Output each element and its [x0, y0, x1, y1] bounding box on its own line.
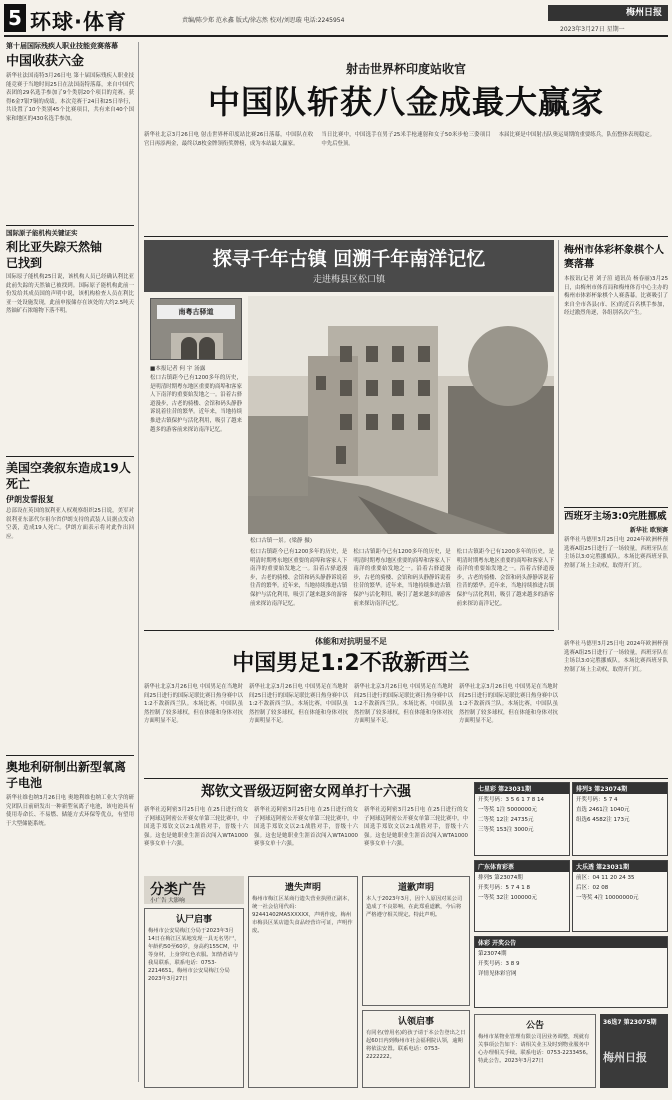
lottery-row: 一等奖 32注 100000元	[478, 895, 537, 901]
ad-text: 梅州市某物业管理有限公司因业务调整，现就有关事项公告如下：请相关业主及时到物业服务中心办理相关手续。联系电话：0753-2233456。特此公告。2023年3月27日	[478, 1034, 592, 1064]
lottery-row: 一等奖 1注 5000000元	[478, 807, 537, 813]
football-kicker: 体能和对抗明显不足	[315, 637, 387, 646]
top-story	[144, 42, 668, 254]
lottery-title: 大乐透 第23031期	[573, 861, 667, 872]
watermark: 梅州日报	[603, 1051, 647, 1064]
right-column	[564, 244, 668, 634]
divider	[144, 778, 668, 779]
football-body-col: 新华社北京3月26日电 中国男足在当地时间25日进行的国际足联比赛日热身赛中以1:2不敌新西兰队。本场比赛，中国队虽然控制了较多球权，但在体能和身体对抗方面明显不足。	[249, 684, 348, 725]
paper-logo	[548, 5, 668, 21]
ad-title: 道歉声明	[397, 883, 434, 893]
feature-photo-main	[248, 296, 554, 534]
masthead-rule	[4, 35, 668, 37]
football-body-col: 新华社北京3月26日电 中国男足在当地时间25日进行的国际足联比赛日热身赛中以1:2不敌新西兰队。本场比赛，中国队虽然控制了较多球权，但在体能和身体对抗方面明显不足。	[144, 684, 243, 725]
lottery-box	[474, 860, 570, 932]
photo-caption: 松口古镇一景。(梁静 摄)	[250, 538, 313, 544]
lottery-box	[474, 936, 668, 1008]
staff-line: 责编/陈少郑 范永鑫 版式/徐志然 校对/刘思璇 电话:2245954	[182, 17, 345, 24]
spain-body-cont: 新华社马德里3月25日电 2024年欧洲杯预选赛A组25日进行了一场较量，西班牙队在主场以3:0完胜挪威队。本场比赛西班牙队控制了场上主动权，取得开门红。	[564, 641, 668, 673]
story-battery-headline: 奥地利研制出新型氧离子电池	[6, 760, 127, 790]
story-skills-headline: 中国收获六金	[6, 54, 85, 69]
feature-photo-small	[150, 298, 242, 360]
tennis-body-col: 新华社迈阿密3月25日电 在25日进行的女子网球迈阿密公开赛女单第三轮比赛中，中国选手郑钦文以2:1战胜对手，晋级十六强。这也是她职业生涯首次闯入WTA1000赛事女单十六强。	[254, 807, 358, 848]
lottery-row: 第23074期	[478, 951, 507, 957]
ad-claim	[362, 1010, 470, 1088]
top-story-para: 当日比赛中，中国选手在男子25米手枪速射和女子50米步枪三姿项目中先后登顶。	[321, 132, 491, 147]
feature-banner	[144, 240, 554, 292]
ad-text: 梅州市梅江区某商行遗失营业执照正副本，统一社会信用代码：92441402MA5XXXXX，声明作废。梅州市梅县区某店遗失食品经营许可证，声明作废。	[252, 896, 353, 934]
lottery-row: 二等奖 12注 24735元	[478, 817, 534, 823]
masthead	[0, 0, 672, 38]
left-column	[6, 42, 134, 1082]
ad-title: 认领启事	[397, 1017, 434, 1027]
top-story-para: 本届比赛是中国射击队奥运周期的重要练兵，队伍整体表现稳定。	[498, 132, 655, 138]
lottery-row: 排列5 第23074期	[478, 875, 523, 881]
football-columns	[144, 683, 558, 769]
tennis-story	[144, 782, 468, 874]
football-body-col: 新华社北京3月26日电 中国男足在当地时间25日进行的国际足联比赛日热身赛中以1:2不敌新西兰队。本场比赛，中国队虽然控制了较多球权，但在体能和身体对抗方面明显不足。	[459, 684, 558, 725]
football-body-col: 新华社北京3月26日电 中国男足在当地时间25日进行的国际足联比赛日热身赛中以1:2不敌新西兰队。本场比赛，中国队虽然控制了较多球权，但在体能和身体对抗方面明显不足。	[354, 684, 453, 725]
ad-text: 有同名(曾用名)的孩子请于本公告登出之日起60日内到梅州市社会福利院认领，逾期将依法安置。联系电话：0753-2222222。	[366, 1030, 466, 1060]
story-battery-body: 新华社维也纳3月26日电 奥地利维也纳工业大学的研究团队日前研发出一种新型氧离子电池，该电池具有使用寿命长、不易燃、储能方式环保等优点，有望用于大型储能系统。	[6, 795, 134, 827]
top-story-columns	[144, 131, 668, 219]
feature-headline: 探寻千年古镇 回溯千年南洋记忆	[212, 248, 486, 270]
top-story-kicker: 射击世界杯印度站收官	[345, 62, 466, 76]
divider	[144, 630, 554, 631]
story-syria-headline: 美国空袭叙东造成19人死亡	[6, 461, 131, 491]
feature-body-col: 松口古镇距今已有1200多年的历史，是明清时期粤东地区重要的商埠和客家人下南洋的重要始发地之一。沿着古驿道漫步，古老的骑楼、会馆和码头静静诉说着往昔的繁华。近年来，当地持续推进古镇保护与活化利用，吸引了越来越多的游客前来探访南洋记忆。	[456, 549, 554, 607]
tennis-columns	[144, 806, 468, 870]
lottery-grid	[474, 782, 668, 1010]
lottery-title: 广东体育彩票	[475, 861, 569, 872]
lottery-box	[474, 782, 570, 856]
lottery-box	[572, 860, 668, 932]
divider	[6, 755, 134, 756]
ad-apology	[362, 876, 470, 1006]
ad-text: 本人于2023年3月，因个人原因对某公司造成了不良影响，在此郑重道歉，今后将严格遵守相关规定。特此声明。	[366, 896, 463, 918]
bottom-lotto-title: 36选7 第23075期	[603, 1019, 657, 1026]
feature-body-bottom	[250, 548, 554, 628]
lottery-title: 七星彩 第23031期	[475, 783, 569, 794]
arch-shape	[171, 323, 223, 359]
top-story-para: 新华社北京3月26日电 射击世界杯印度站比赛26日落幕，中国队在收官日再添两金，最终以8枚金牌领衔奖牌榜，成为本站最大赢家。	[144, 132, 314, 147]
column-rule	[558, 240, 559, 630]
feature-body-col: 松口古镇距今已有1200多年的历史，是明清时期粤东地区重要的商埠和客家人下南洋的重要始发地之一。沿着古驿道漫步，古老的骑楼、会馆和码头静静诉说着往昔的繁华。近年来，当地持续推进古镇保护与活化利用，吸引了越来越多的游客前来探访南洋记忆。	[250, 549, 348, 607]
story-syria-body: 总部设在英国的叙利亚人权观察组织25日说，美军对叙利亚东部代尔祖尔省伊朗支持的武装人员据点发动空袭，造成19人死亡。伊朗方面表示将对此作出回应。	[6, 508, 134, 540]
divider	[564, 507, 668, 508]
lottery-row: 一等奖 4注 10000000元	[576, 895, 639, 901]
divider	[144, 236, 668, 237]
lottery-title: 排列3 第23074期	[573, 783, 667, 794]
story-chess-headline: 梅州市体彩杯象棋个人赛落幕	[564, 245, 664, 270]
lottery-row: 开奖号码：3 5 6 1 7 8 14	[478, 797, 544, 803]
ad-text: 梅州市公安局梅江分局于2023年3月14日在梅江区某地发现一具无名男尸，年龄约50至60岁，身高约155CM，中等身材，上身穿红色衣服。知情者请与我局联系，联系电话：0753-2214651。梅州市公安局梅江分局 2023年3月27日	[148, 928, 240, 982]
section-title: 环球·体育	[30, 10, 127, 34]
ad-body-identification	[144, 908, 244, 1088]
lottery-row: 开奖号码：5 7 4	[576, 797, 618, 803]
tennis-headline: 郑钦文晋级迈阿密女网单打十六强	[201, 784, 411, 800]
lottery-row: 组选6 4582注 173元	[576, 817, 630, 823]
issue-date: 2023年3月27日 星期一	[560, 26, 625, 33]
page-number: 5	[8, 6, 22, 30]
story-skills-body: 新华社法国南特3月26日电 第十届国际残疾人职业技能竞赛于当地时间25日在法国南特落幕，来自中国代表团的29名选手参加了9个类别20个项目的竞赛，获得6金7银7铜的成绩。本次竞赛于24日和25日举行，共设置了10个类别45个比赛项目，共有来自40个国家和地区的430名选手参加。	[6, 73, 134, 122]
classifieds-title: 分类广告	[150, 882, 206, 898]
ad-lost-statement	[248, 876, 358, 1088]
classifieds-subtitle: 小广告 大影响	[150, 898, 185, 904]
story-uranium-headline: 利比亚失踪天然铀已找到	[6, 240, 103, 270]
sign-text: 南粤古驿道	[157, 305, 235, 319]
ad-title: 遗失声明	[284, 883, 321, 893]
divider	[6, 225, 134, 226]
story-spain-byline: 新华社 欧预赛	[629, 527, 668, 534]
bottom-right-lotto	[600, 1014, 668, 1088]
story-skills-kicker: 第十届国际残疾人职业技能竞赛落幕	[6, 42, 118, 50]
story-syria-subhead: 伊朗发誓报复	[6, 495, 54, 504]
story-spain-headline: 西班牙主场3:0完胜挪威	[564, 511, 667, 522]
lottery-row: 三等奖 153注 3000元	[478, 827, 534, 833]
lottery-row: 直选 2461注 1040元	[576, 807, 630, 813]
tennis-body-col: 新华社迈阿密3月25日电 在25日进行的女子网球迈阿密公开赛女单第三轮比赛中，中国选手郑钦文以2:1战胜对手，晋级十六强。这也是她职业生涯首次闯入WTA1000赛事女单十六强。	[144, 807, 248, 848]
feature-subhead: 走进梅县区松口镇	[312, 275, 385, 285]
classifieds-banner	[144, 876, 244, 904]
story-uranium-body: 国际原子能机构25日说，该机构人员已经确认利比亚此前失踪的天然铀已被找到。国际原子能机构此前一份发给其成员国的声明中说，该机构检查人员在利比亚一处设施发现，此前申报储存在该处的大约2.5吨天然铀矿石浓缩物下落不明。	[6, 274, 134, 315]
lottery-row: 详情见体彩官网	[478, 971, 517, 977]
lottery-box	[572, 782, 668, 856]
top-story-headline: 中国队斩获八金成最大赢家	[207, 83, 604, 121]
tennis-body-col: 新华社迈阿密3月25日电 在25日进行的女子网球迈阿密公开赛女单第三轮比赛中，中国选手郑钦文以2:1战胜对手，晋级十六强。这也是她职业生涯首次闯入WTA1000赛事女单十六强。	[364, 807, 468, 848]
story-uranium-kicker: 国际原子能机构关键证实	[6, 229, 78, 237]
ad-notice	[474, 1014, 596, 1088]
paper-name: 梅州日报	[625, 8, 662, 18]
page-number-block	[4, 4, 26, 32]
story-spain-body: 新华社马德里3月25日电 2024年欧洲杯预选赛A组25日进行了一场较量，西班牙队在主场以3:0完胜挪威队。本场比赛西班牙队控制了场上主动权，取得开门红。	[564, 537, 668, 569]
divider	[6, 456, 134, 457]
lottery-row: 开奖号码：3 8 9	[478, 961, 520, 967]
feature-body-col: 松口古镇距今已有1200多年的历史，是明清时期粤东地区重要的商埠和客家人下南洋的重要始发地之一。沿着古驿道漫步，古老的骑楼、会馆和码头静静诉说着往昔的繁华。近年来，当地持续推进古镇保护与活化利用，吸引了越来越多的游客前来探访南洋记忆。	[353, 549, 451, 607]
ad-title: 公告	[525, 1021, 544, 1031]
lottery-row: 后区：02 08	[576, 885, 609, 891]
football-story	[144, 636, 558, 774]
lottery-row: 前区：04 11 20 24 35	[576, 875, 635, 881]
football-headline: 中国男足1:2不敌新西兰	[232, 651, 470, 676]
feature-body-left: 松口古镇距今已有1200多年的历史，是明清时期粤东地区重要的商埠和客家人下南洋的重要始发地之一。沿着古驿道漫步，古老的骑楼、会馆和码头静静诉说着往昔的繁华。近年来，当地持续推进古镇保护与活化利用，吸引了越来越多的游客前来探访南洋记忆。	[150, 375, 242, 433]
ad-title: 认尸启事	[175, 915, 212, 925]
lottery-title: 体彩 开奖公告	[475, 937, 667, 948]
feature-byline: ■本报记者 何 宇 汤露	[150, 366, 206, 372]
lottery-row: 开奖号码：5 7 4 1 8	[478, 885, 530, 891]
story-chess-body: 本报讯(记者 刘子渲 通讯员 杨春丽)3月25日，由梅州市体育局和梅州体育中心主办的梅州市体彩杯象棋个人赛落幕。比赛吸引了来自全市各县(市、区)的近百名棋手参加，经过激烈角逐，各组别名次产生。	[564, 276, 668, 317]
column-rule	[138, 42, 139, 1082]
